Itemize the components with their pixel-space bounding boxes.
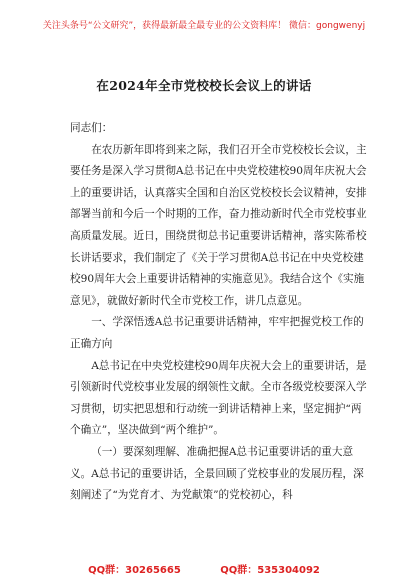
header-banner: 关注头条号“公文研究”，获得最新最全最专业的公文资料库！ 微信：gongwenyj [42,21,366,31]
footer-qq-group-1: QQ群：30265665 [88,565,181,576]
paragraph-intro: 在农历新年即将到来之际，我们召开全市党校校长会议，主要任务是深入学习贯彻A总书记在中央党校建校90周年庆祝大会上的重要讲话，认真落实全国和自治区党校校长会议精神，安排部署当前和今后一个时期的工作，奋力推动新时代全市党校事业高质量发展。近日，围绕贯彻总书记重要讲话精神，落实陈希校长讲话要求，我们制定了《关于学习贯彻A总书记在中央党校建校90周年大会上重要讲话精神的实施意见》。我结合这个《实施意见》，就做好新时代全市党校工作，讲几点意见。 [70,143,367,307]
salutation: 同志们： [70,122,113,134]
document-title: 在2024年全市党校校长会议上的讲话 [96,78,312,93]
section-heading-1: 一、学深悟透A总书记重要讲话精神，牢牢把握党校工作的正确方向 [70,316,364,350]
document-body [70,118,368,507]
paragraph-section-1: A总书记在中央党校建校90周年庆祝大会上的重要讲话，是引领新时代党校事业发展的纲领性文献。全市各级党校要深入学习贯彻，切实把思想和行动统一到讲话精神上来，坚定拥护“两个确立”，坚决做到“两个维护”。 [70,359,367,437]
paragraph-subsection-1: （一）要深刻理解、准确把握A总书记重要讲话的重大意义。A总书记的重要讲话，全景回顾了党校事业的发展历程，深刻阐述了“为党育才、为党献策”的党校初心，科 [70,445,364,502]
footer-qq-groups [0,561,408,576]
footer-qq-group-2: QQ群：535304092 [220,565,320,576]
